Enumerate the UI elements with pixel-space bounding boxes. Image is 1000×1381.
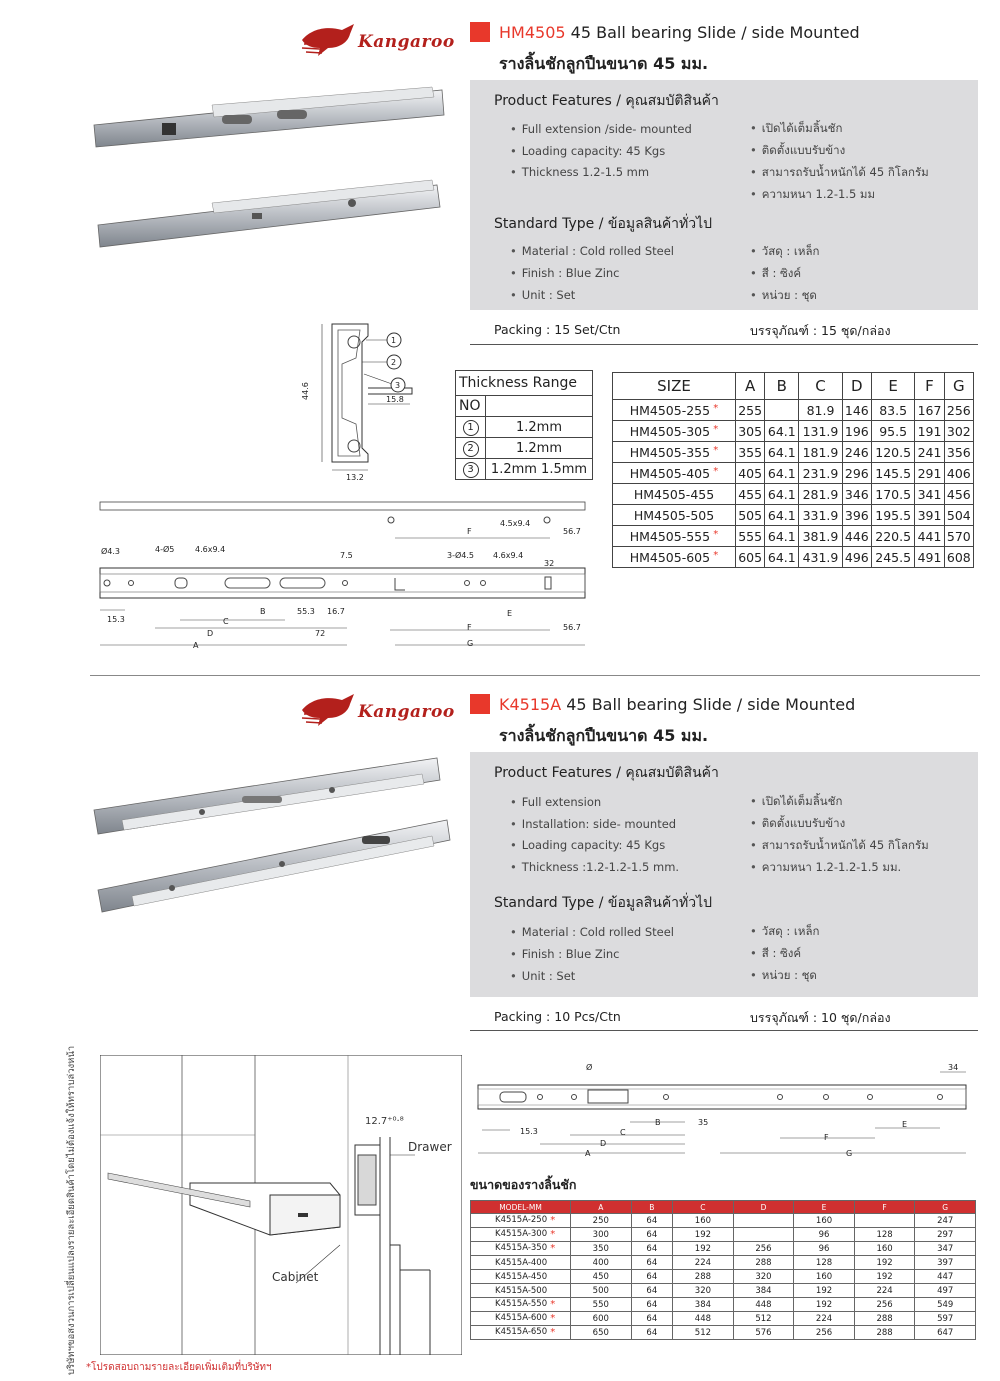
model-cell: K4515A-250 * xyxy=(471,1214,571,1228)
model-cell: HM4505-555 * xyxy=(613,526,736,547)
table-header-cell: E xyxy=(871,373,914,400)
value-cell: 192 xyxy=(673,1228,734,1242)
feature-en-1: • Full extension /side- mounted xyxy=(510,122,692,136)
table-header-cell: C xyxy=(799,373,842,400)
value-cell: 256 xyxy=(944,400,973,421)
model-cell: K4515A-600 * xyxy=(471,1312,571,1326)
size-table-row xyxy=(471,1298,976,1312)
dim-A: A xyxy=(193,641,199,650)
value-cell: 605 xyxy=(736,547,765,568)
standard2-en-2: • Finish : Blue Zinc xyxy=(510,947,620,961)
size-table-row xyxy=(613,505,974,526)
model-cell: K4515A-550 * xyxy=(471,1298,571,1312)
model-cell: K4515A-350 * xyxy=(471,1242,571,1256)
size-table-row xyxy=(471,1242,976,1256)
value-cell: 64 xyxy=(631,1228,673,1242)
value-cell xyxy=(733,1214,794,1228)
dim-469: 4.6x9.4 xyxy=(195,545,226,554)
dim-3-d45: 3-Ø4.5 xyxy=(447,551,474,560)
standard2-th-1: • วัสดุ : เหล็ก xyxy=(750,923,819,941)
value-cell: 448 xyxy=(673,1312,734,1326)
value-cell: 550 xyxy=(571,1298,632,1312)
feature-th-3: • สามารถรับน้ำหนักได้ 45 กิโลกรัม xyxy=(750,164,929,182)
value-cell: 320 xyxy=(733,1270,794,1284)
value-cell: 608 xyxy=(944,547,973,568)
value-cell: 341 xyxy=(915,484,944,505)
value-cell: 64.1 xyxy=(765,526,799,547)
product-title-2 xyxy=(499,695,855,714)
k-dim-E: E xyxy=(902,1120,908,1129)
product-code: HM4505 xyxy=(499,23,566,42)
asterisk-mark: * xyxy=(710,402,719,414)
value-cell: 64 xyxy=(631,1214,673,1228)
table-header-cell: F xyxy=(915,373,944,400)
value-cell: 504 xyxy=(944,505,973,526)
feature-en-3: • Thickness 1.2-1.5 mm xyxy=(510,165,649,179)
product-subtitle-2: รางลิ้นชักลูกปืนขนาด 45 มม. xyxy=(499,726,709,745)
asterisk-mark: * xyxy=(547,1327,556,1338)
value-cell: 356 xyxy=(944,442,973,463)
features-heading: Product Features / คุณสมบัติสินค้า xyxy=(494,93,719,109)
value-cell: 192 xyxy=(794,1284,855,1298)
kangaroo-logo-icon xyxy=(298,692,358,728)
value-cell: 64 xyxy=(631,1312,673,1326)
value-cell: 170.5 xyxy=(871,484,914,505)
table-header-cell: G xyxy=(944,373,973,400)
k-dim-A: A xyxy=(585,1149,591,1158)
value-cell: 145.5 xyxy=(871,463,914,484)
value-cell: 447 xyxy=(915,1270,976,1284)
value-cell: 224 xyxy=(673,1256,734,1270)
table-header-cell: G xyxy=(915,1201,976,1214)
hm4505-dimension-drawing xyxy=(95,500,595,652)
model-cell: HM4505-605 * xyxy=(613,547,736,568)
value-cell: 256 xyxy=(854,1298,915,1312)
asterisk-mark: * xyxy=(547,1229,556,1240)
table-header-cell: MODEL-MM xyxy=(471,1201,571,1214)
value-cell: 83.5 xyxy=(871,400,914,421)
k-dim-153: 15.3 xyxy=(520,1127,538,1136)
model-cell: HM4505-355 * xyxy=(613,442,736,463)
dim-153: 15.3 xyxy=(107,615,125,624)
table-header-cell: A xyxy=(736,373,765,400)
brand-name: Kangaroo xyxy=(358,32,455,52)
model-cell: K4515A-450 xyxy=(471,1270,571,1284)
standard-th-3: • หน่วย : ชุด xyxy=(750,287,817,305)
thickness-row: 2 1.2mm xyxy=(456,438,593,459)
feature2-en-2: • Installation: side- mounted xyxy=(510,817,676,831)
slide-product-image xyxy=(92,85,447,255)
feature2-en-1: • Full extension xyxy=(510,795,601,809)
value-cell: 576 xyxy=(733,1326,794,1340)
value-cell: 96 xyxy=(794,1228,855,1242)
size-table-row xyxy=(471,1284,976,1298)
asterisk-mark: * xyxy=(710,549,719,561)
thickness-table-title: Thickness Range xyxy=(456,371,593,396)
value-cell: 288 xyxy=(854,1326,915,1340)
value-cell: 241 xyxy=(915,442,944,463)
profile-width-label: 13.2 xyxy=(346,473,364,482)
value-cell: 64 xyxy=(631,1326,673,1340)
product-subtitle: รางลิ้นชักลูกปืนขนาด 45 มม. xyxy=(499,54,709,73)
value-cell: 346 xyxy=(842,484,871,505)
value-cell: 224 xyxy=(854,1284,915,1298)
model-cell: HM4505-305 * xyxy=(613,421,736,442)
value-cell: 64 xyxy=(631,1256,673,1270)
feature-th-2: • ติดตั้งแบบรับข้าง xyxy=(750,142,845,160)
thickness-no-header: NO xyxy=(456,396,486,417)
value-cell xyxy=(765,400,799,421)
k-dim-phi: Ø xyxy=(586,1063,593,1072)
size-table-row xyxy=(471,1326,976,1340)
table-header-cell: D xyxy=(733,1201,794,1214)
k-dim-B: B xyxy=(655,1118,661,1127)
model-cell: HM4505-405 * xyxy=(613,463,736,484)
value-cell: 64 xyxy=(631,1270,673,1284)
size-table-row xyxy=(471,1256,976,1270)
value-cell: 64.1 xyxy=(765,421,799,442)
value-cell: 81.9 xyxy=(799,400,842,421)
table-header-cell: B xyxy=(765,373,799,400)
product-code-2: K4515A xyxy=(499,695,562,714)
standard2-th-3: • หน่วย : ชุด xyxy=(750,967,817,985)
packing-en-2: Packing : 10 Pcs/Ctn xyxy=(494,1009,621,1024)
value-cell: 281.9 xyxy=(799,484,842,505)
value-cell: 224 xyxy=(794,1312,855,1326)
value-cell: 496 xyxy=(842,547,871,568)
profile-cross-section-drawing xyxy=(292,318,422,486)
side-disclaimer: บริษัทฯขอสงวนการเปลี่ยนแปลงรายละเอียดสินค้าโดยไม่ต้องแจ้งให้ทราบล่วงหน้า xyxy=(66,1045,77,1375)
value-cell: 331.9 xyxy=(799,505,842,526)
value-cell: 500 xyxy=(571,1284,632,1298)
value-cell xyxy=(733,1228,794,1242)
k4515a-table-title: ขนาดของรางลิ้นชัก xyxy=(470,1177,577,1192)
value-cell: 247 xyxy=(915,1214,976,1228)
value-cell xyxy=(854,1214,915,1228)
model-cell: K4515A-300 * xyxy=(471,1228,571,1242)
value-cell: 296 xyxy=(842,463,871,484)
value-cell: 456 xyxy=(944,484,973,505)
value-cell: 384 xyxy=(673,1298,734,1312)
feature-th-4: • ความหนา 1.2-1.5 มม xyxy=(750,186,875,204)
model-cell: HM4505-255 * xyxy=(613,400,736,421)
size-table-row xyxy=(613,463,974,484)
value-cell: 570 xyxy=(944,526,973,547)
packing-th: บรรจุภัณฑ์ : 15 ชุด/กล่อง xyxy=(750,323,891,338)
value-cell: 128 xyxy=(794,1256,855,1270)
model-cell: HM4505-455 xyxy=(613,484,736,505)
value-cell: 288 xyxy=(733,1256,794,1270)
value-cell: 192 xyxy=(794,1298,855,1312)
value-cell: 397 xyxy=(915,1256,976,1270)
value-cell: 291 xyxy=(915,463,944,484)
profile-callout-1: 1 xyxy=(391,336,397,345)
value-cell: 192 xyxy=(854,1256,915,1270)
dim-G: G xyxy=(467,639,474,648)
kangaroo-logo-icon xyxy=(298,22,358,58)
packing-rule-2 xyxy=(470,1030,978,1031)
model-cell: HM4505-505 xyxy=(613,505,736,526)
feature2-th-1: • เปิดได้เต็มลิ้นชัก xyxy=(750,793,842,811)
value-cell: 597 xyxy=(915,1312,976,1326)
value-cell: 64 xyxy=(631,1284,673,1298)
dim-567-top: 56.7 xyxy=(563,527,581,536)
value-cell: 448 xyxy=(733,1298,794,1312)
value-cell: 64.1 xyxy=(765,442,799,463)
thickness-range-table xyxy=(455,370,593,480)
standard2-en-3: • Unit : Set xyxy=(510,969,575,983)
value-cell: 64 xyxy=(631,1298,673,1312)
red-square-marker xyxy=(470,694,490,714)
asterisk-mark: * xyxy=(710,423,719,435)
value-cell: 256 xyxy=(733,1242,794,1256)
product-title-text-2: 45 Ball bearing Slide / side Mounted xyxy=(566,695,856,714)
k-dim-35: 35 xyxy=(698,1118,709,1127)
value-cell: 305 xyxy=(736,421,765,442)
value-cell: 250 xyxy=(571,1214,632,1228)
profile-callout-2: 2 xyxy=(391,358,397,367)
red-square-marker xyxy=(470,22,490,42)
feature2-th-3: • สามารถรับน้ำหนักได้ 45 กิโลกรัม xyxy=(750,837,929,855)
dim-567: 56.7 xyxy=(563,623,581,632)
packing-th-2: บรรจุภัณฑ์ : 10 ชุด/กล่อง xyxy=(750,1010,891,1025)
value-cell: 131.9 xyxy=(799,421,842,442)
packing-rule xyxy=(470,344,978,345)
value-cell: 391 xyxy=(915,505,944,526)
packing-en: Packing : 15 Set/Ctn xyxy=(494,322,621,337)
model-cell: K4515A-650 * xyxy=(471,1326,571,1340)
asterisk-mark: * xyxy=(710,465,719,477)
dim-F-top: F xyxy=(467,527,472,536)
dim-B: B xyxy=(260,607,266,616)
dim-72: 72 xyxy=(315,629,326,638)
value-cell: 555 xyxy=(736,526,765,547)
value-cell: 192 xyxy=(673,1242,734,1256)
asterisk-mark: * xyxy=(710,528,719,540)
value-cell: 512 xyxy=(733,1312,794,1326)
value-cell: 355 xyxy=(736,442,765,463)
size-table-row xyxy=(471,1214,976,1228)
dim-d43: Ø4.3 xyxy=(101,547,121,556)
features-heading-2: Product Features / คุณสมบัติสินค้า xyxy=(494,765,719,781)
value-cell: 455 xyxy=(736,484,765,505)
profile-lip-label: 15.8 xyxy=(386,395,404,404)
size-table-row xyxy=(613,421,974,442)
standard-en-3: • Unit : Set xyxy=(510,288,575,302)
model-cell: K4515A-500 xyxy=(471,1284,571,1298)
value-cell: 231.9 xyxy=(799,463,842,484)
feature-en-2: • Loading capacity: 45 Kgs xyxy=(510,144,665,158)
value-cell: 320 xyxy=(673,1284,734,1298)
asterisk-mark: * xyxy=(710,444,719,456)
size-table-row xyxy=(613,442,974,463)
value-cell: 297 xyxy=(915,1228,976,1242)
k-dim-34: 34 xyxy=(948,1063,959,1072)
standard-en-2: • Finish : Blue Zinc xyxy=(510,266,620,280)
table-header-cell: B xyxy=(631,1201,673,1214)
size-table-row xyxy=(471,1228,976,1242)
value-cell: 181.9 xyxy=(799,442,842,463)
dim-C: C xyxy=(223,617,229,626)
value-cell: 300 xyxy=(571,1228,632,1242)
size-table-row xyxy=(471,1312,976,1326)
dim-32: 32 xyxy=(544,559,555,568)
value-cell: 120.5 xyxy=(871,442,914,463)
size-table-row xyxy=(613,484,974,505)
value-cell: 160 xyxy=(794,1214,855,1228)
section-divider xyxy=(90,675,980,676)
value-cell: 650 xyxy=(571,1326,632,1340)
k4515a-dimension-drawing xyxy=(470,1060,975,1160)
standard2-en-1: • Material : Cold rolled Steel xyxy=(510,925,674,939)
drawer-label: Drawer xyxy=(408,1140,452,1154)
value-cell: 64.1 xyxy=(765,547,799,568)
table-header-cell: D xyxy=(842,373,871,400)
value-cell: 381.9 xyxy=(799,526,842,547)
value-cell: 96 xyxy=(794,1242,855,1256)
feature2-th-2: • ติดตั้งแบบรับข้าง xyxy=(750,815,845,833)
standard-heading: Standard Type / ข้อมูลสินค้าทั่วไป xyxy=(494,216,713,232)
feature2-th-4: • ความหนา 1.2-1.2-1.5 มม. xyxy=(750,859,901,877)
thickness-row: 1 1.2mm xyxy=(456,417,593,438)
value-cell: 195.5 xyxy=(871,505,914,526)
cabinet-label: Cabinet xyxy=(272,1270,319,1284)
gap-label: 12.7⁺⁰·⁸ xyxy=(365,1116,404,1127)
value-cell: 288 xyxy=(854,1312,915,1326)
profile-height-label: 44.6 xyxy=(301,382,310,400)
value-cell: 64 xyxy=(631,1242,673,1256)
value-cell: 400 xyxy=(571,1256,632,1270)
footer-note: *โปรดสอบถามรายละเอียดเพิ่มเติมที่บริษัทฯ xyxy=(86,1362,272,1373)
value-cell: 64.1 xyxy=(765,505,799,526)
k-dim-C: C xyxy=(620,1128,626,1137)
value-cell: 406 xyxy=(944,463,973,484)
value-cell: 396 xyxy=(842,505,871,526)
value-cell: 446 xyxy=(842,526,871,547)
table-header-cell: A xyxy=(571,1201,632,1214)
value-cell: 160 xyxy=(854,1242,915,1256)
k-dim-F: F xyxy=(824,1133,829,1142)
value-cell: 192 xyxy=(854,1270,915,1284)
value-cell: 64.1 xyxy=(765,484,799,505)
value-cell: 549 xyxy=(915,1298,976,1312)
feature2-en-3: • Loading capacity: 45 Kgs xyxy=(510,838,665,852)
k-dim-G: G xyxy=(846,1149,853,1158)
value-cell: 245.5 xyxy=(871,547,914,568)
value-cell: 497 xyxy=(915,1284,976,1298)
brand-logo-2 xyxy=(298,692,455,732)
value-cell: 384 xyxy=(733,1284,794,1298)
feature-th-1: • เปิดได้เต็มลิ้นชัก xyxy=(750,120,842,138)
dim-459: 4.5x9.4 xyxy=(500,519,531,528)
size-table-row xyxy=(613,526,974,547)
standard-th-2: • สี : ซิงค์ xyxy=(750,265,801,283)
asterisk-mark: * xyxy=(547,1313,556,1324)
dim-469b: 4.6x9.4 xyxy=(493,551,524,560)
dim-F: F xyxy=(467,623,472,632)
value-cell: 647 xyxy=(915,1326,976,1340)
value-cell: 128 xyxy=(854,1228,915,1242)
value-cell: 441 xyxy=(915,526,944,547)
size-table-row xyxy=(613,400,974,421)
value-cell: 505 xyxy=(736,505,765,526)
cabinet-installation-drawing xyxy=(100,1055,462,1355)
value-cell: 431.9 xyxy=(799,547,842,568)
dim-167: 16.7 xyxy=(327,607,345,616)
standard2-th-2: • สี : ซิงค์ xyxy=(750,945,801,963)
value-cell: 347 xyxy=(915,1242,976,1256)
feature2-en-4: • Thickness :1.2-1.2-1.5 mm. xyxy=(510,860,679,874)
table-header-cell: SIZE xyxy=(613,373,736,400)
dim-E: E xyxy=(507,609,513,618)
dim-553: 55.3 xyxy=(297,607,315,616)
dim-4-d5: 4-Ø5 xyxy=(155,545,175,554)
value-cell: 246 xyxy=(842,442,871,463)
value-cell: 146 xyxy=(842,400,871,421)
value-cell: 450 xyxy=(571,1270,632,1284)
dim-D: D xyxy=(207,629,214,638)
brand-logo xyxy=(298,22,455,62)
value-cell: 350 xyxy=(571,1242,632,1256)
slide-product-image-2 xyxy=(92,750,452,920)
asterisk-mark: * xyxy=(547,1243,556,1254)
value-cell: 600 xyxy=(571,1312,632,1326)
table-header-cell: E xyxy=(794,1201,855,1214)
value-cell: 255 xyxy=(736,400,765,421)
size-table-row xyxy=(613,547,974,568)
value-cell: 95.5 xyxy=(871,421,914,442)
standard-heading-2: Standard Type / ข้อมูลสินค้าทั่วไป xyxy=(494,895,713,911)
product-title xyxy=(499,23,860,42)
value-cell: 167 xyxy=(915,400,944,421)
size-table-row xyxy=(471,1270,976,1284)
table-header-cell: C xyxy=(673,1201,734,1214)
value-cell: 160 xyxy=(673,1214,734,1228)
value-cell: 405 xyxy=(736,463,765,484)
k4515a-size-table xyxy=(470,1200,976,1340)
value-cell: 220.5 xyxy=(871,526,914,547)
hm4505-size-table xyxy=(612,372,974,568)
value-cell: 256 xyxy=(794,1326,855,1340)
value-cell: 302 xyxy=(944,421,973,442)
value-cell: 288 xyxy=(673,1270,734,1284)
value-cell: 196 xyxy=(842,421,871,442)
standard-en-1: • Material : Cold rolled Steel xyxy=(510,244,674,258)
k-dim-D: D xyxy=(600,1139,607,1148)
model-cell: K4515A-400 xyxy=(471,1256,571,1270)
value-cell: 512 xyxy=(673,1326,734,1340)
profile-callout-3: 3 xyxy=(395,381,401,390)
table-header-cell: F xyxy=(854,1201,915,1214)
value-cell: 491 xyxy=(915,547,944,568)
asterisk-mark: * xyxy=(547,1215,556,1226)
product-title-text: 45 Ball bearing Slide / side Mounted xyxy=(570,23,860,42)
value-cell: 64.1 xyxy=(765,463,799,484)
asterisk-mark: * xyxy=(547,1299,556,1310)
dim-75: 7.5 xyxy=(340,551,353,560)
standard-th-1: • วัสดุ : เหล็ก xyxy=(750,243,819,261)
thickness-row: 3 1.2mm 1.5mm xyxy=(456,459,593,480)
value-cell: 191 xyxy=(915,421,944,442)
brand-name: Kangaroo xyxy=(358,702,455,722)
value-cell: 160 xyxy=(794,1270,855,1284)
